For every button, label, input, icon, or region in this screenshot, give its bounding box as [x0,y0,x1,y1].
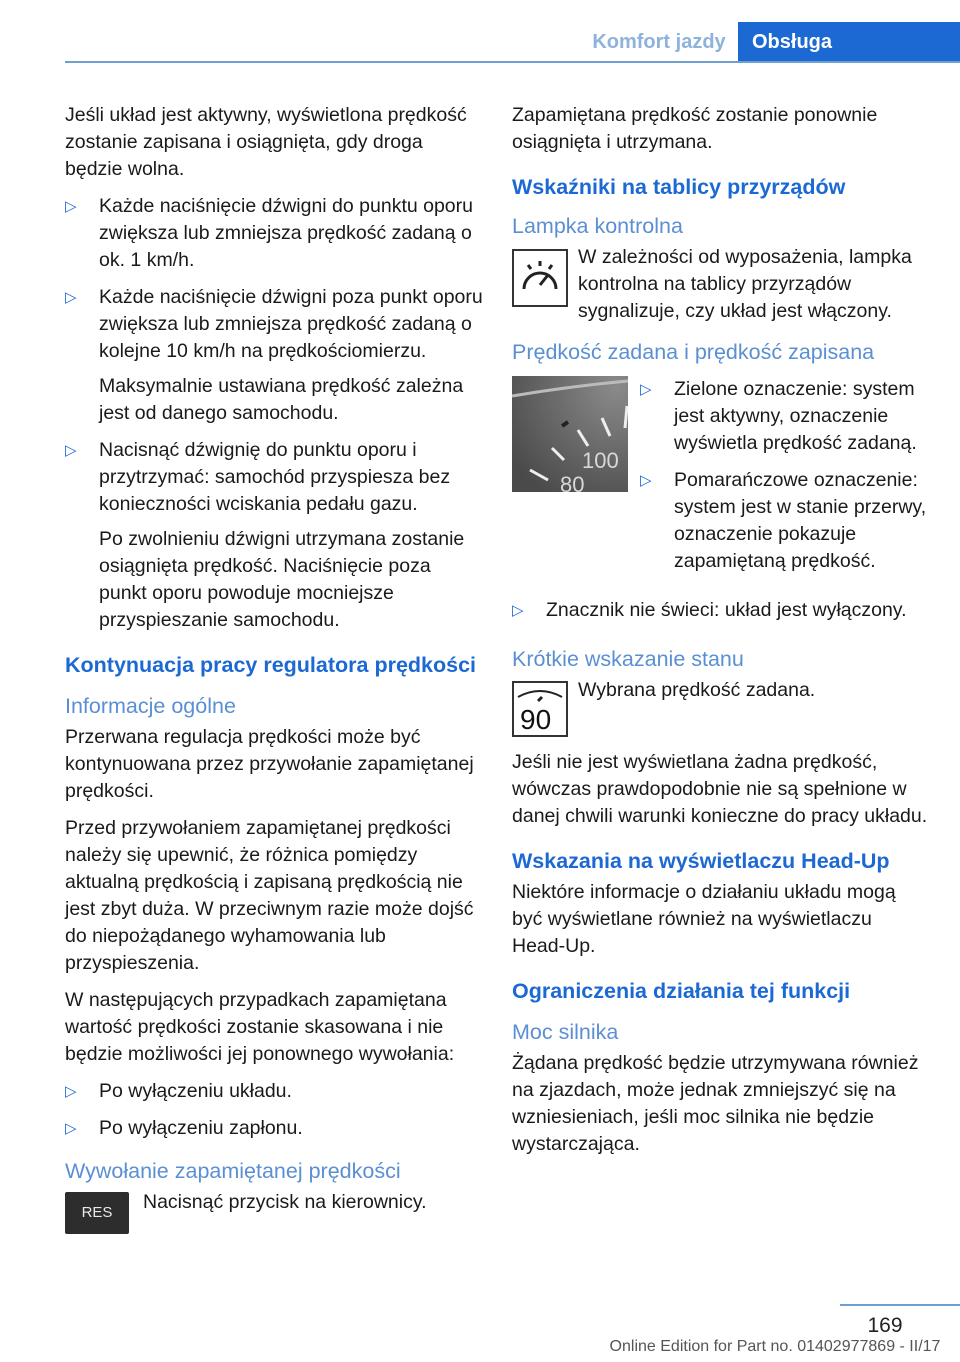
status-text: Wybrana prędkość zadana. [578,679,816,701]
list-item [512,597,930,624]
speedometer-image [512,376,628,492]
list-item [65,284,483,365]
bullet-icon: ▷ [65,1083,77,1100]
list-item [65,1078,483,1105]
bullet-icon: ▷ [65,198,77,215]
paragraph: Żądana prędkość będzie utrzymywana również na zjazdach, może jednak zmniejszyć się na wzniesieniach, jeśli moc silnika nie będzie wystarczająca. [512,1052,919,1155]
list-item-text: Pomarańczowe oznaczenie: system jest w stanie przerwy, oznaczenie pokazuje zapamiętaną prędkość. [674,469,927,572]
list-item-text: Każde naciśnięcie dźwigni do punktu oporu zwiększa lub zmniejsza prędkość zadaną o ok. 1 km/h. [99,195,473,271]
paragraph: Przerwana regulacja prędkości może być kontynuowana przez przywołanie zapamiętanej prędkości. [65,726,474,802]
list-item [640,376,930,457]
gauge-label-100: 100 [582,448,619,473]
status-speed-icon [512,681,568,737]
list-item-note: Po zwolnieniu dźwigni utrzymana zostanie osiągnięta prędkość. Naciśnięcie poza punkt oporu powoduje mocniejsze przyspieszanie samochodu. [99,528,465,631]
section-heading: Ograniczenia działania tej funkcji [512,979,851,1003]
header-tab: Obsługa [738,22,960,63]
res-button-icon: RES [65,1192,129,1234]
paragraph: Jeśli nie jest wyświetlana żadna prędkość, wówczas prawdopodobnie nie są spełnione w danej chwili warunki konieczne do pracy układu. [512,751,928,827]
bullet-icon: ▷ [640,472,652,489]
list-item-text: Po wyłączeniu zapłonu. [99,1117,303,1139]
list-item [640,467,930,575]
paragraph: Jeśli układ jest aktywny, wyświetlona prędkość zostanie zapisana i osiągnięta, gdy droga będzie wolna. [65,104,467,180]
list-item-text: Zielone oznaczenie: system jest aktywny, oznaczenie wyświetla prędkość zadaną. [674,378,917,454]
gauge-bullets [628,376,930,585]
subsection-heading: Informacje ogólne [65,694,236,718]
gauge-row [512,376,930,585]
bullet-icon: ▷ [512,602,524,619]
lamp-row [512,244,930,325]
list-item-note: Maksymalnie ustawiana prędkość zależna jest od danego samochodu. [99,375,464,424]
paragraph: Niektóre informacje o działaniu układu mogą być wyświetlane również na wyświetlaczu Head-Up. [512,881,896,957]
subsection-heading: Moc silnika [512,1020,619,1044]
bullet-icon: ▷ [65,1120,77,1137]
status-row [512,677,930,737]
list-item-text: Po wyłączeniu układu. [99,1080,292,1102]
res-row [65,1189,483,1234]
header-section: Komfort jazdy [592,31,726,53]
subsection-heading: Lampka kontrolna [512,214,683,238]
list-item-text: Nacisnąć dźwignię do punktu oporu i przytrzymać: samochód przyspiesza bez konieczności wciskania pedału gazu. [99,439,451,515]
list-item [65,1115,483,1142]
subsection-heading: Wywołanie zapamiętanej prędkości [65,1159,401,1183]
status-speed-value: 90 [520,704,552,735]
res-text: Nacisnąć przycisk na kierownicy. [143,1191,427,1213]
paragraph: Przed przywołaniem zapamiętanej prędkości należy się upewnić, że różnica pomiędzy aktualną prędkością i zapisaną prędkością nie jest zbyt duża. W przeciwnym razie może dojść do niepożądanego wyhamowania lub przyspieszenia. [65,817,474,974]
bullet-icon: ▷ [65,442,77,459]
list-item-text: Znacznik nie świeci: układ jest wyłączony. [546,599,907,621]
edition-note: Online Edition for Part no. 01402977869 - II/17 [609,1338,941,1355]
paragraph: Zapamiętana prędkość zostanie ponownie osiągnięta i utrzymana. [512,104,878,153]
list-item [65,437,483,518]
list-item-text: Każde naciśnięcie dźwigni poza punkt oporu zwiększa lub zmniejsza prędkość zadaną o kolejne 10 km/h na prędkościomierzu. [99,286,483,362]
paragraph: W następujących przypadkach zapamiętana wartość prędkości zostanie skasowana i nie będzie możliwości jej ponownego wywołania: [65,989,455,1065]
list-item [65,193,483,274]
bullet-icon: ▷ [640,381,652,398]
cruise-control-lamp-icon [512,249,568,307]
section-heading: Wskaźniki na tablicy przyrządów [512,175,846,199]
subsection-heading: Prędkość zadana i prędkość zapisana [512,340,875,364]
subsection-heading: Krótkie wskazanie stanu [512,647,744,671]
bullet-icon: ▷ [65,289,77,306]
header-divider [65,61,960,63]
page-number: 169 [867,1314,903,1337]
gauge-label-80: 80 [560,472,585,492]
left-column [65,102,483,1246]
section-heading: Kontynuacja pracy regulatora prędkości [65,653,477,677]
section-heading: Wskazania na wyświetlaczu Head-Up [512,849,890,873]
footer-divider [840,1304,960,1306]
right-column [512,102,930,1168]
lamp-text: W zależności od wyposażenia, lampka kontrolna na tablicy przyrządów sygnalizuje, czy układ jest włączony. [578,246,912,322]
